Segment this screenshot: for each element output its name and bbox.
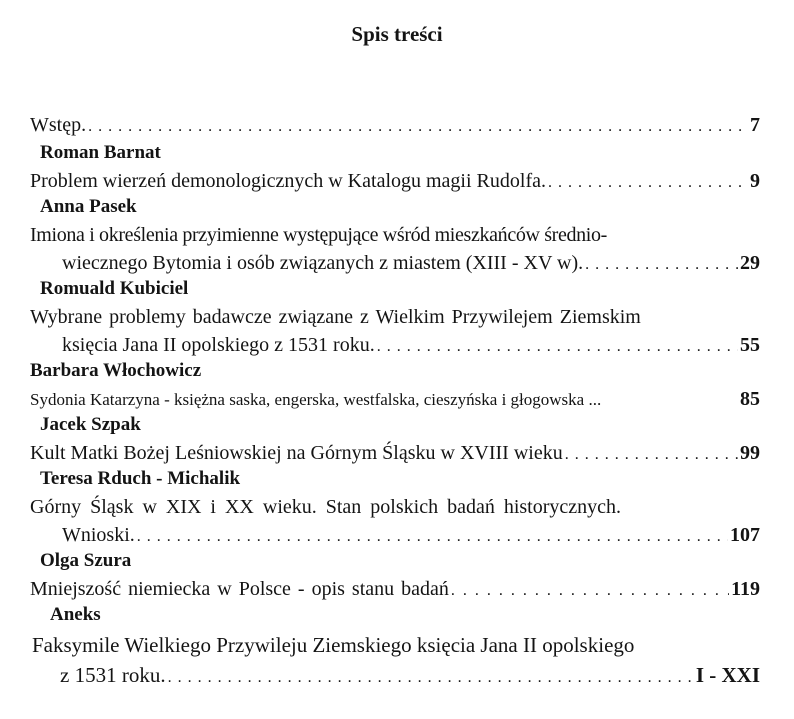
toc-author: Romuald Kubiciel bbox=[40, 278, 189, 299]
page-number: I - XXI bbox=[695, 663, 760, 687]
page-number: 85 bbox=[740, 388, 760, 410]
page-number: 107 bbox=[730, 524, 760, 546]
toc-entry[interactable] bbox=[30, 166, 760, 196]
dot-leader bbox=[585, 250, 738, 280]
toc-author: Jacek Szpak bbox=[40, 414, 141, 435]
page-number: 7 bbox=[750, 114, 760, 136]
toc-entry-title: z 1531 roku. bbox=[60, 663, 166, 687]
toc-author: Teresa Rduch - Michalik bbox=[40, 468, 241, 489]
toc-entry-title[interactable]: Wybrane problemy badawcze związane z Wielkim Przywilejem Ziemskim bbox=[30, 306, 641, 328]
toc-entry-title: Wstęp. bbox=[30, 114, 87, 136]
page-number: 9 bbox=[750, 170, 760, 192]
page-number: 29 bbox=[740, 252, 760, 274]
toc-entry-title[interactable]: Imiona i określenia przyimienne występujące wśród mieszkańców średnio- bbox=[30, 224, 607, 246]
toc-entry-title: Kult Matki Bożej Leśniowskiej na Górnym Śląsku w XVIII wieku bbox=[30, 442, 563, 464]
toc-entry-intro[interactable] bbox=[30, 110, 760, 140]
toc-author: Anna Pasek bbox=[40, 196, 137, 217]
toc-author: Barbara Włochowicz bbox=[30, 360, 202, 381]
page-title: Spis treści bbox=[351, 22, 443, 46]
toc-entry-title: księcia Jana II opolskiego z 1531 roku. bbox=[62, 334, 375, 356]
dot-leader bbox=[548, 168, 748, 198]
toc-entry[interactable] bbox=[30, 574, 760, 604]
toc-entry-title: wiecznego Bytomia i osób związanych z miastem (XIII - XV w). bbox=[62, 252, 584, 274]
toc-entry-title: Mniejszość niemiecka w Polsce - opis stanu badań bbox=[30, 578, 449, 600]
toc-author: Olga Szura bbox=[40, 550, 132, 571]
toc-author: Aneks bbox=[50, 604, 101, 625]
dot-leader bbox=[168, 663, 694, 693]
dot-leader bbox=[451, 576, 729, 606]
toc-entry[interactable] bbox=[60, 660, 760, 690]
dot-leader bbox=[565, 440, 738, 470]
toc-entry[interactable] bbox=[62, 520, 760, 550]
dot-leader bbox=[377, 332, 738, 362]
page-number: 55 bbox=[740, 334, 760, 356]
page-number: 99 bbox=[740, 442, 760, 464]
dot-leader bbox=[88, 112, 748, 142]
toc-entry-title: Wnioski. bbox=[62, 524, 135, 546]
toc-entry-title[interactable]: Górny Śląsk w XIX i XX wieku. Stan polskich badań historycznych. bbox=[30, 496, 622, 518]
page-number: 119 bbox=[731, 578, 760, 600]
toc-entry-title: Sydonia Katarzyna - księżna saska, engerska, westfalska, cieszyńska i głogowska ... bbox=[30, 390, 602, 409]
toc-entry-title[interactable]: Faksymile Wielkiego Przywileju Ziemskiego księcia Jana II opolskiego bbox=[32, 633, 635, 657]
toc-author: Roman Barnat bbox=[40, 142, 161, 163]
toc-entry-title: Problem wierzeń demonologicznych w Katalogu magii Rudolfa. bbox=[30, 170, 546, 192]
dot-leader bbox=[137, 522, 728, 552]
